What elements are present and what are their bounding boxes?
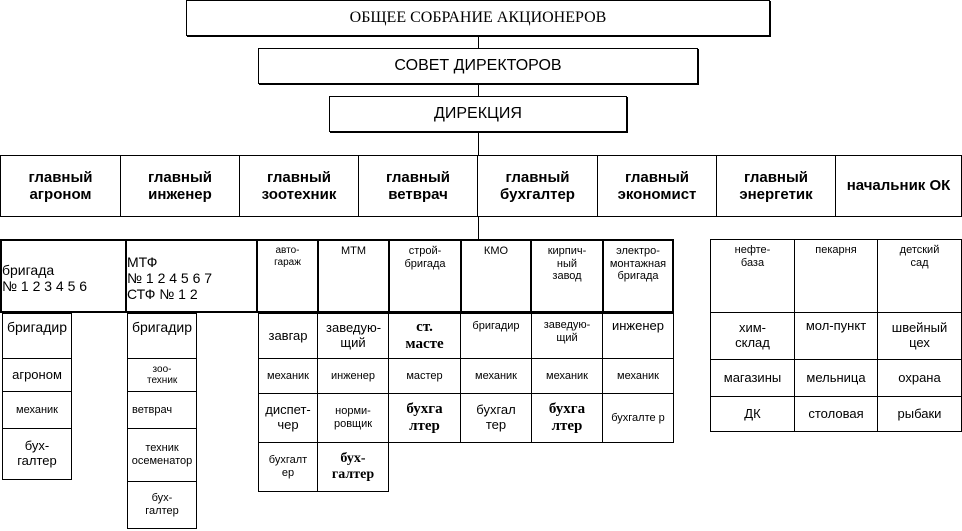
unit-mtf-numbers: № 1 2 4 5 6 7: [127, 269, 213, 286]
unit-mtf: [125, 239, 258, 313]
mtf-cell-inseminator: [127, 428, 197, 482]
kmo-accountant-label: бухгал тер: [476, 402, 516, 432]
unit-mtf-title: МТФ: [127, 253, 158, 270]
brigade-cell-accountant: [2, 428, 72, 480]
unit-garage-label: авто-гараж: [274, 245, 301, 268]
mtm-cell-accountant: [317, 442, 389, 492]
unit-construction: [388, 239, 462, 313]
directorate-label: ДИРЕКЦИЯ: [434, 104, 522, 122]
kmo-mechanic-label: механик: [475, 369, 517, 382]
mtf-accountant-label: бух-галтер: [145, 492, 179, 517]
board-box: [258, 48, 698, 84]
brigade-foreman-label: бригадир: [7, 319, 67, 335]
brick-cell-mechanic: [531, 358, 603, 394]
chief-agronomist: [0, 155, 121, 217]
unit-brigade-title: бригада: [2, 261, 55, 278]
garage-dispatcher-label: диспет-чер: [265, 402, 311, 432]
mtm-cell-engineer: [317, 358, 389, 394]
brick-cell-manager: [531, 313, 603, 359]
unit-brigade: [0, 239, 127, 313]
mtf-zootechnician-label: зоо-техник: [147, 363, 178, 386]
unit-construction-label: строй-бригада: [404, 245, 446, 270]
electro-cell-engineer: [602, 313, 674, 359]
oil-culture-house-label: ДК: [744, 405, 761, 421]
electro-accountant-label: бухгалте р: [611, 411, 665, 424]
connector-assembly-board: [478, 36, 479, 48]
brigade-agronomist-label: агроном: [12, 366, 62, 382]
brick-mechanic-label: механик: [546, 369, 588, 382]
chief-accountant-label: главный бухгалтер: [500, 168, 575, 203]
brick-accountant-label: бухга лтер: [548, 400, 586, 434]
chief-vet-label: главный ветврач: [385, 168, 451, 203]
kindergarten-sewing-label: швейный цех: [891, 320, 948, 350]
bakery-cell-canteen: [794, 396, 878, 432]
mtm-cell-normer: [317, 393, 389, 443]
unit-oil-label: нефте-база: [734, 244, 771, 269]
brigade-cell-mechanic: [2, 391, 72, 429]
assembly-label: ОБЩЕЕ СОБРАНИЕ АКЦИОНЕРОВ: [349, 8, 607, 26]
kindergarten-fishermen-label: рыбаки: [897, 405, 942, 421]
construction-master-label: мастер: [406, 369, 443, 382]
mtm-normer-label: норми-ровщик: [333, 405, 373, 430]
unit-stf-numbers: СТФ № 1 2: [127, 286, 198, 303]
mtf-cell-foreman: [127, 313, 197, 359]
chief-accountant: [477, 155, 598, 217]
assembly-box: [186, 0, 770, 36]
kindergarten-security-label: охрана: [898, 369, 941, 385]
oil-cell-chem-store: [710, 312, 795, 360]
brick-manager-label: заведую-щий: [543, 319, 591, 344]
unit-kmo-label: КМО: [483, 245, 509, 257]
kmo-cell-accountant: [460, 393, 532, 443]
chief-power-engineer: [716, 155, 836, 217]
unit-mtm: [317, 239, 390, 313]
kmo-cell-foreman: [460, 313, 532, 359]
mtf-cell-accountant: [127, 481, 197, 529]
garage-cell-dispatcher: [258, 393, 318, 443]
unit-garage: [256, 239, 319, 313]
chief-economist: [597, 155, 717, 217]
kindergarten-cell-fishermen: [877, 396, 962, 432]
mtf-cell-vet: [127, 391, 197, 429]
connector-directorate-chiefs: [478, 132, 479, 155]
unit-brigade-numbers: № 1 2 3 4 5 6: [2, 278, 88, 294]
mtm-accountant-label: бух-галтер: [331, 450, 375, 482]
unit-mtm-label: МТМ: [340, 245, 367, 257]
construction-cell-accountant: [388, 393, 461, 443]
unit-brick: [530, 239, 604, 313]
chief-engineer-label: главный инженер: [147, 168, 213, 203]
bakery-cell-milk-point: [794, 312, 878, 360]
construction-senior-master-label: ст. масте: [405, 318, 444, 352]
mtf-foreman-label: бригадир: [132, 319, 192, 335]
brigade-accountant-label: бух-галтер: [17, 438, 57, 468]
chief-zootechnician: [239, 155, 359, 217]
unit-electro-label: электро-монтажная бригада: [609, 245, 667, 283]
bakery-milk-point-label: мол-пункт: [805, 318, 867, 333]
kindergarten-cell-sewing: [877, 312, 962, 360]
bakery-canteen-label: столовая: [808, 405, 864, 421]
unit-kmo: [460, 239, 532, 313]
mtf-vet-label: ветврач: [132, 403, 173, 416]
garage-manager-label: завгар: [268, 327, 308, 343]
garage-cell-mechanic: [258, 358, 318, 394]
board-label: СОВЕТ ДИРЕКТОРОВ: [394, 56, 562, 74]
electro-cell-accountant: [602, 393, 674, 443]
construction-cell-senior-master: [388, 313, 461, 359]
brigade-cell-foreman: [2, 313, 72, 359]
electro-engineer-label: инженер: [611, 318, 664, 333]
oil-chem-store-label: хим-склад: [735, 320, 770, 350]
chief-zootechnician-label: главный зоотехник: [261, 168, 337, 203]
unit-brick-label: кирпич-ный завод: [547, 245, 587, 283]
connector-board-directorate: [478, 84, 479, 96]
brigade-mechanic-label: механик: [16, 403, 58, 416]
unit-bakery-label: пекарня: [815, 244, 857, 256]
oil-shops-label: магазины: [723, 369, 782, 385]
unit-electro: [602, 239, 674, 313]
unit-bakery: [794, 239, 878, 313]
chief-vet: [358, 155, 478, 217]
connector-chiefs-units: [478, 217, 479, 239]
head-hr-label: начальник ОК: [846, 177, 951, 195]
unit-kindergarten-label: детский сад: [899, 244, 940, 269]
mtm-cell-manager: [317, 313, 389, 359]
directorate-box: [329, 96, 627, 132]
kmo-cell-mechanic: [460, 358, 532, 394]
chief-agronomist-label: главный агроном: [28, 168, 93, 203]
electro-mechanic-label: механик: [617, 369, 659, 382]
garage-cell-manager: [258, 313, 318, 359]
mtf-inseminator-label: техник осеменатор: [131, 442, 193, 467]
unit-oil: [710, 239, 795, 313]
head-hr: [835, 155, 962, 217]
bakery-mill-label: мельница: [806, 369, 866, 385]
brigade-cell-agronomist: [2, 358, 72, 392]
bakery-cell-mill: [794, 359, 878, 397]
unit-kindergarten: [877, 239, 962, 313]
mtm-engineer-label: инженер: [330, 369, 375, 382]
oil-cell-shops: [710, 359, 795, 397]
garage-cell-accountant: [258, 442, 318, 492]
kmo-foreman-label: бригадир: [472, 320, 520, 332]
construction-cell-master: [388, 358, 461, 394]
mtf-cell-zootechnician: [127, 358, 197, 392]
garage-mechanic-label: механик: [267, 369, 309, 382]
kindergarten-cell-security: [877, 359, 962, 397]
electro-cell-mechanic: [602, 358, 674, 394]
oil-cell-culture-house: [710, 396, 795, 432]
mtm-manager-label: заведую-щий: [326, 320, 382, 350]
brick-cell-accountant: [531, 393, 603, 443]
chief-power-engineer-label: главный энергетик: [739, 168, 813, 203]
chief-engineer: [120, 155, 240, 217]
construction-accountant-label: бухга лтер: [406, 400, 443, 434]
garage-accountant-label: бухгалт ер: [268, 454, 308, 479]
chief-economist-label: главный экономист: [617, 168, 697, 203]
